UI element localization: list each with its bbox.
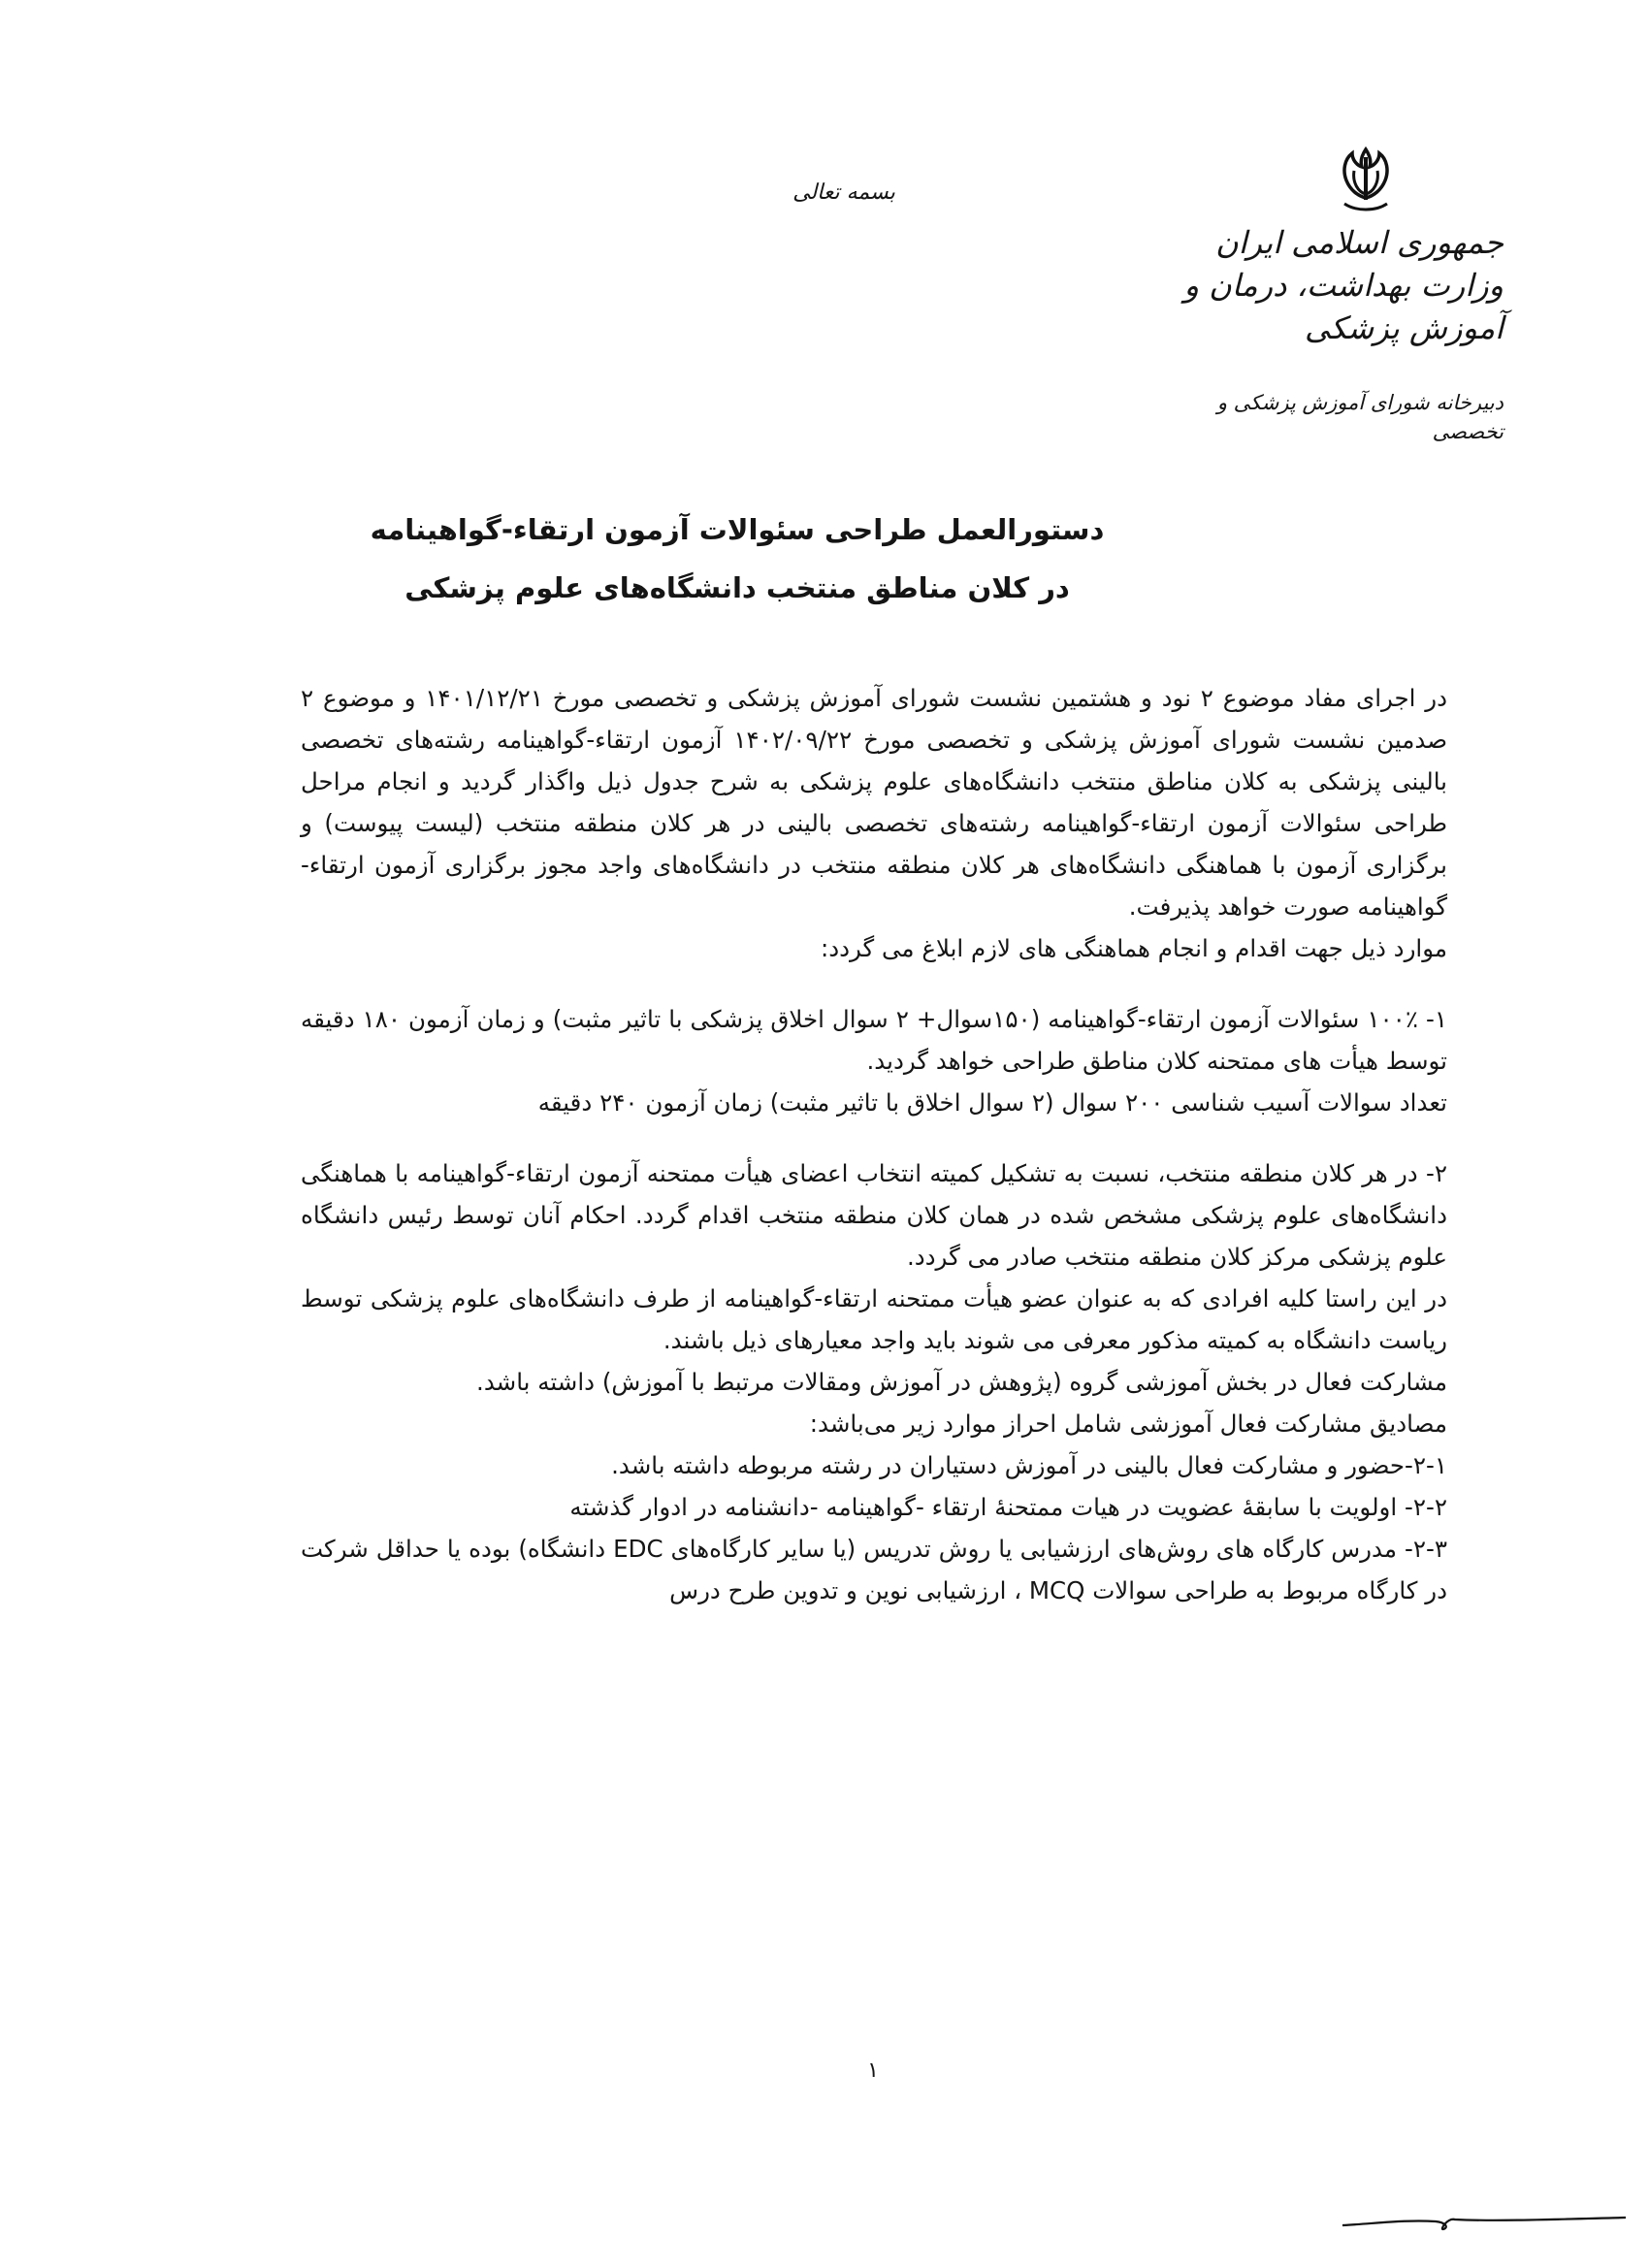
item-2-paragraph-3: مشارکت فعال در بخش آموزشی گروه (پژوهش در آموزش ومقالات مرتبط با آموزش) داشته باشد.	[476, 1368, 1447, 1396]
item-2-paragraph-4: مصادیق مشارکت فعال آموزشی شامل احراز موارد زیر می‌باشد:	[809, 1409, 1447, 1438]
country-name: جمهوری اسلامی ایران	[1215, 224, 1504, 261]
document-body	[301, 677, 1447, 1611]
item-2-2: ۲-۲- اولویت با سابقهٔ عضویت در هیات ممتحنهٔ ارتقاء -گواهینامه -دانشنامه در ادوار گذشته	[569, 1493, 1447, 1521]
page-number: ۱	[867, 2058, 879, 2083]
bismillah: بسمه تعالی	[792, 180, 895, 205]
title-line-1: دستورالعمل طراحی سئوالات آزمون ارتقاء-گواهینامه	[370, 513, 1105, 546]
notice-paragraph: موارد ذیل جهت اقدام و انجام هماهنگی های لازم ابلاغ می گردد:	[820, 934, 1447, 962]
item-2-3: ۲-۳- مدرس کارگاه های روش‌های ارزشیابی یا روش تدریس (یا سایر کارگاه‌های EDC دانشگاه) بوده یا حداقل شرکت در کارگاه مربوط به طراحی سوالات MCQ ، ارزشیابی نوین و تدوین طرح درس	[301, 1535, 1447, 1604]
item-1-note: تعداد سوالات آسیب شناسی ۲۰۰ سوال (۲ سوال اخلاق با تاثیر مثبت) زمان آزمون ۲۴۰ دقیقه	[537, 1088, 1447, 1117]
item-2-1: ۲-۱-حضور و مشارکت فعال بالینی در آموزش دستیاران در رشته مربوطه داشته باشد.	[611, 1451, 1447, 1479]
secretariat-name: دبیرخانه شورای آموزش پزشکی و تخصصی	[1216, 391, 1504, 443]
title-line-2: در کلان مناطق منتخب دانشگاه‌های علوم پزشکی	[404, 571, 1070, 604]
ministry-name: وزارت بهداشت، درمان و آموزش پزشکی	[1183, 267, 1504, 346]
signature-mark	[1339, 2204, 1630, 2243]
iran-emblem-icon	[1333, 144, 1399, 215]
intro-paragraph: در اجرای مفاد موضوع ۲ نود و هشتمین نشست شورای آموزش پزشکی و تخصصی مورخ ۱۴۰۱/۱۲/۲۱ و موضوع ۲ صدمین نشست شورای آموزش پزشکی و تخصصی مورخ ۱۴۰۲/۰۹/۲۲ آزمون ارتقاء-گواهینامه رشته‌های تخصصی بالینی پزشکی به کلان مناطق منتخب دانشگاه‌های علوم پزشکی به شرح جدول ذیل واگذار گردید و انجام مراحل طراحی سئوالات آزمون ارتقاء-گواهینامه رشته‌های تخصصی بالینی در هر کلان منطقه منتخب (لیست پیوست) و برگزاری آزمون با هماهنگی دانشگاه‌های هر کلان منطقه منتخب در دانشگاه‌های واجد مجوز برگزاری آزمون ارتقاء-گواهینامه صورت خواهد پذیرفت.	[301, 684, 1447, 921]
item-2: ۲- در هر کلان منطقه منتخب، نسبت به تشکیل کمیته انتخاب اعضای هیأت ممتحنه آزمون ارتقاء-گواهینامه با هماهنگی دانشگاه‌های علوم پزشکی مشخص شده در همان کلان منطقه منتخب اقدام گردد. احکام آنان توسط رئیس دانشگاه علوم پزشکی مرکز کلان منطقه منتخب صادر می گردد.	[301, 1159, 1447, 1271]
ministry-letterhead	[1183, 221, 1504, 446]
item-2-paragraph-2: در این راستا کلیه افرادی که به عنوان عضو هیأت ممتحنه ارتقاء-گواهینامه از طرف دانشگاه‌های علوم پزشکی توسط ریاست دانشگاه به کمیته مذکور معرفی می شوند باید واجد معیارهای ذیل باشند.	[301, 1284, 1447, 1354]
item-1: ۱- ۱۰۰٪ سئوالات آزمون ارتقاء-گواهینامه (۱۵۰سوال+ ۲ سوال اخلاق پزشکی با تاثیر مثبت) و زمان آزمون ۱۸۰ دقیقه توسط هیأت های ممتحنه کلان مناطق طراحی خواهد گردید.	[301, 1005, 1447, 1075]
document-title	[291, 501, 1183, 617]
